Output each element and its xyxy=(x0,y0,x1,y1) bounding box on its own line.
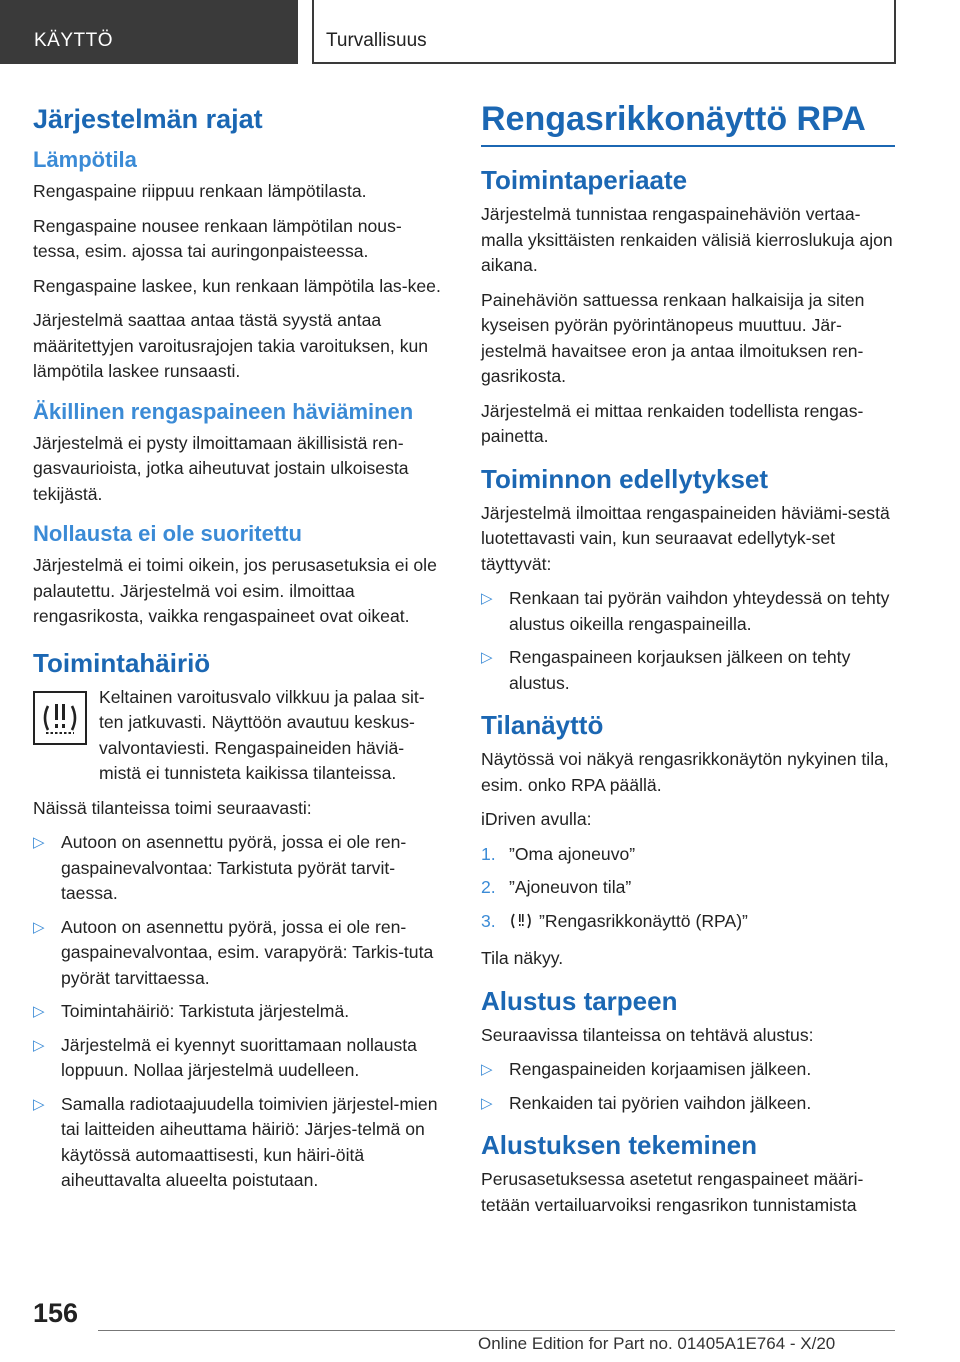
malfunction-block xyxy=(33,685,445,787)
paragraph: Järjestelmä saattaa antaa tästä syystä antaa määritettyjen varoitusrajojen takia varoituksen, kun lämpötila laskee runsaasti. xyxy=(33,310,429,381)
list-item: ▷ Rengaspaineen korjauksen jälkeen on tehty alustus. xyxy=(481,647,851,693)
right-column xyxy=(481,100,895,1227)
chapter-title: Turvallisuus xyxy=(312,0,896,64)
paragraph: Seuraavissa tilanteissa on tehtävä alustus: xyxy=(481,1024,814,1045)
step-item: 3. ”Rengasrikkonäyttö (RPA)” xyxy=(481,909,895,939)
paragraph: Rengaspaine laskee, kun renkaan lämpötila las-kee. xyxy=(33,275,441,296)
triangle-bullet-icon: ▷ xyxy=(33,834,45,851)
list-item: ▷ Järjestelmä ei kyennyt suorittamaan nollausta loppuun. Nollaa järjestelmä uudelleen. xyxy=(33,1034,417,1080)
sudden-loss-heading: Äkillinen rengaspaineen häviäminen xyxy=(33,398,414,424)
footer-divider xyxy=(98,1330,895,1331)
limits-heading: Järjestelmän rajat xyxy=(33,104,263,134)
paragraph: Järjestelmä ei pysty ilmoittamaan äkillisistä ren-gasvaurioista, jotka aiheutuvat jostain ulkoisesta tekijästä. xyxy=(33,432,409,504)
list-item: ▷ Autoon on asennettu pyörä, jossa ei ole ren-gaspainevalvontaa, esim. varapyörä: Tarkis-tuta pyörät tarvittaessa. xyxy=(33,916,434,988)
step-item: 1. ”Oma ajoneuvo” xyxy=(481,843,636,864)
paragraph: Järjestelmä ilmoittaa rengaspaineiden häviämi-sestä luotettavasti vain, kun seuraavat edellytyk-set täyttyvät: xyxy=(481,502,890,574)
list-item: ▷ Autoon on asennettu pyörä, jossa ei ole ren-gaspainevalvontaa: Tarkistuta pyörät tarvit-taessa. xyxy=(33,832,407,903)
list-item: ▷ Toimintahäiriö: Tarkistuta järjestelmä. xyxy=(33,999,445,1025)
triangle-bullet-icon: ▷ xyxy=(481,590,493,607)
malfunction-heading: Toimintahäiriö xyxy=(33,647,211,678)
situations-intro: Näissä tilanteissa toimi seuraavasti: xyxy=(33,797,312,818)
paragraph: Näytössä voi näkyä rengasrikkonäytön nykyinen tila, esim. onko RPA päällä. xyxy=(481,749,889,795)
paragraph: Perusasetuksessa asetetut rengaspaineet määri-tetään vertailuarvoiksi rengasrikon tunnistamista xyxy=(481,1169,864,1215)
list-item: ▷ Renkaiden tai pyörien vaihdon jälkeen. xyxy=(481,1091,895,1117)
do-init-heading: Alustuksen tekeminen xyxy=(481,1130,757,1160)
requirements-heading: Toiminnon edellytykset xyxy=(481,463,769,494)
rpa-main-heading: Rengasrikkonäyttö RPA xyxy=(481,100,895,147)
list-item: ▷ Renkaan tai pyörän vaihdon yhteydessä on tehty alustus oikeilla rengaspaineilla. xyxy=(481,588,890,634)
paragraph: Tila näkyy. xyxy=(481,948,564,968)
paragraph: Järjestelmä tunnistaa rengaspainehäviön vertaa-malla yksittäisten renkaiden välisiä kierroslukuja ajon aikana. xyxy=(481,204,893,275)
status-heading: Tilanäyttö xyxy=(481,710,604,740)
reset-heading: Nollausta ei ole suoritettu xyxy=(33,521,302,546)
paragraph: Painehäviön sattuessa renkaan halkaisija ja siten kyseisen pyörän pyörintänopeus muuttuu. Jär-jestelmä havaitsee eron ja antaa ilmoituksen ren-gasrikosta. xyxy=(481,289,865,386)
triangle-bullet-icon: ▷ xyxy=(33,1003,45,1020)
paragraph: Rengaspaine riippuu renkaan lämpötilasta. xyxy=(33,181,367,201)
step-item: 2. ”Ajoneuvon tila” xyxy=(481,877,632,897)
page-number: 156 xyxy=(33,1298,79,1328)
triangle-bullet-icon: ▷ xyxy=(481,649,493,666)
triangle-bullet-icon: ▷ xyxy=(481,1094,493,1112)
list-item: ▷ Rengaspaineiden korjaamisen jälkeen. xyxy=(481,1057,895,1083)
tire-warning-icon xyxy=(509,911,533,939)
page-header xyxy=(0,0,960,64)
temperature-heading: Lämpötila xyxy=(33,147,137,172)
section-tab: KÄYTTÖ xyxy=(0,0,298,64)
init-needed-heading: Alustus tarpeen xyxy=(481,985,678,1016)
left-column xyxy=(33,100,445,1204)
triangle-bullet-icon: ▷ xyxy=(481,1061,493,1078)
principle-heading: Toimintaperiaate xyxy=(481,165,688,195)
list-item: ▷ Samalla radiotaajuudella toimivien järjestel-mien tai laitteiden aiheuttama häiriö: Järjes-telmä on käytössä automaattisesti, kun häiri-öitä aiheuttavalta alueelta poistutaan. xyxy=(33,1093,438,1190)
paragraph: Järjestelmä ei mittaa renkaiden todellista rengas-painetta. xyxy=(481,400,864,446)
idrive-steps xyxy=(481,842,895,939)
situations-list xyxy=(33,830,445,1194)
init-list xyxy=(481,1057,895,1116)
malfunction-paragraph: Keltainen varoitusvalo vilkkuu ja palaa sit-ten jatkuvasti. Näyttöön avautuu keskus-valvontaviesti. Rengaspaineiden häviä-mistä ei tunnisteta kaikissa tilanteissa. xyxy=(99,686,425,783)
paragraph: Rengaspaine nousee renkaan lämpötilan nous-tessa, esim. ajossa tai auringonpaisteessa. xyxy=(33,215,402,261)
tire-pressure-warning-icon xyxy=(33,691,87,745)
edition-text: Online Edition for Part no. 01405A1E764 - X/20 xyxy=(478,1334,836,1353)
paragraph: Järjestelmä ei toimi oikein, jos perusasetuksia ei ole palautettu. Järjestelmä voi esim. ilmoittaa rengasrikosta, vaikka rengaspaineet ovat oikeat. xyxy=(33,555,437,626)
requirements-list xyxy=(481,586,895,696)
triangle-bullet-icon: ▷ xyxy=(33,1036,45,1054)
paragraph: iDriven avulla: xyxy=(481,809,592,829)
triangle-bullet-icon: ▷ xyxy=(33,918,45,936)
triangle-bullet-icon: ▷ xyxy=(33,1095,45,1113)
